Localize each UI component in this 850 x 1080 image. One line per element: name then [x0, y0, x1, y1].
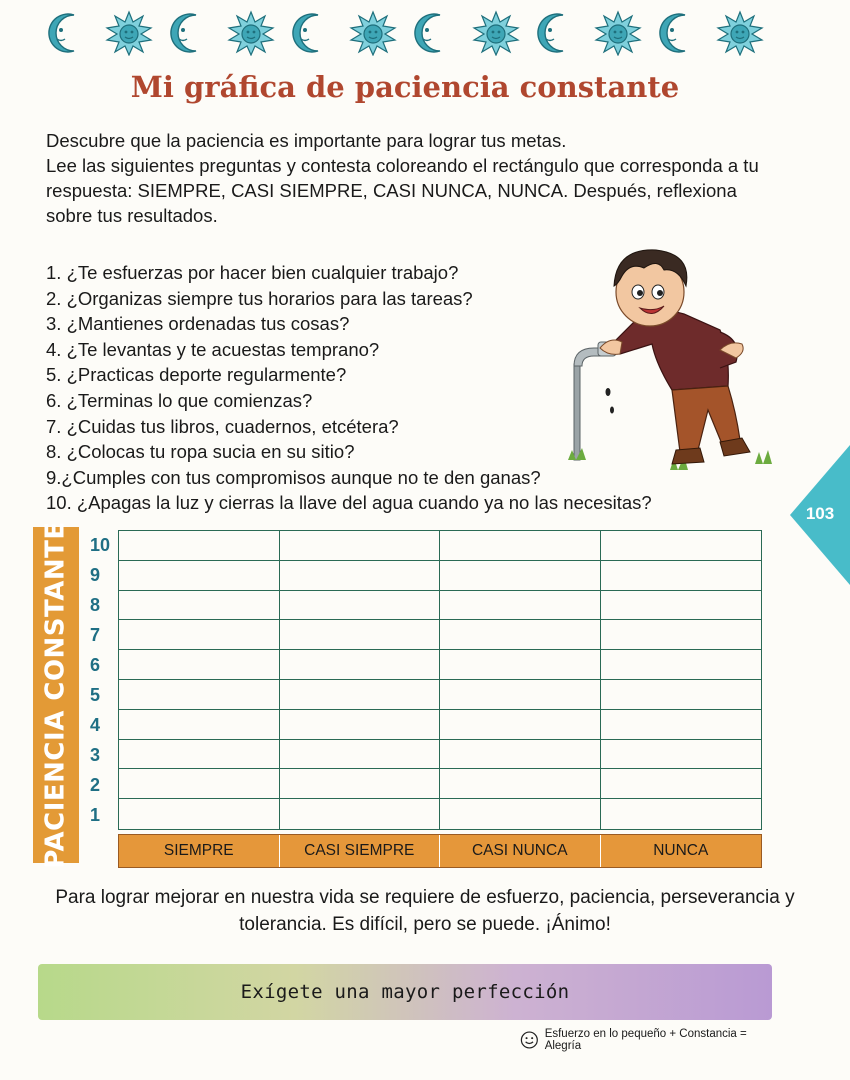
chart-grid-cell[interactable] [601, 799, 762, 829]
chart-grid-cell[interactable] [119, 799, 280, 829]
smiley-icon [520, 1030, 539, 1050]
boy-closing-faucet-illustration [560, 244, 780, 480]
moon-icon [533, 10, 581, 56]
closing-message: Para lograr mejorar en nuestra vida se requiere de esfuerzo, paciencia, perseverancia y tolerancia. Es difícil, pero se puede. ¡Ánimo! [55, 887, 795, 935]
y-tick-label: 7 [90, 625, 101, 645]
chart-grid-cell[interactable] [280, 561, 441, 591]
chart-grid-cell[interactable] [601, 531, 762, 561]
motto-banner [38, 964, 772, 1020]
question-item: 5. ¿Practicas deporte regularmente? [46, 364, 347, 386]
category-label-siempre: SIEMPRE [119, 835, 280, 867]
chart-grid-cell[interactable] [119, 650, 280, 680]
chart-grid-cell[interactable] [601, 561, 762, 591]
sun-icon [105, 10, 153, 56]
chart-grid-cell[interactable] [601, 591, 762, 621]
chart-grid-cell[interactable] [440, 591, 601, 621]
chart-grid-cell[interactable] [440, 680, 601, 710]
sun-icon [716, 10, 764, 56]
sun-icon [472, 10, 520, 56]
category-label-casi-nunca: CASI NUNCA [440, 835, 601, 867]
sun-icon [227, 10, 275, 56]
question-item: 8. ¿Colocas tu ropa sucia en su sitio? [46, 441, 355, 463]
chart-y-axis [84, 530, 118, 830]
sun-icon [594, 10, 642, 56]
chart-grid-cell[interactable] [280, 591, 441, 621]
chart-grid-cell[interactable] [280, 680, 441, 710]
chart-grid-cell[interactable] [280, 531, 441, 561]
moon-icon [166, 10, 214, 56]
chart-grid-cell[interactable] [119, 680, 280, 710]
y-tick-label: 9 [90, 565, 101, 585]
category-label-nunca: NUNCA [653, 842, 709, 859]
moon-icon [288, 10, 336, 56]
chart-category-row [118, 834, 762, 868]
question-item: 2. ¿Organizas siempre tus horarios para las tareas? [46, 287, 473, 309]
moon-icon [44, 10, 92, 56]
motto-text: Exígete una mayor perfección [240, 981, 570, 1003]
question-item: 6. ¿Terminas lo que comienzas? [46, 389, 313, 411]
question-item: 10. ¿Apagas la luz y cierras la llave del agua cuando ya no las necesitas? [46, 492, 652, 514]
y-tick-label: 3 [90, 745, 101, 765]
category-label-casi-siempre: CASI SIEMPRE [280, 835, 441, 867]
chart-grid-cell[interactable] [119, 531, 280, 561]
y-tick-label: 5 [90, 685, 101, 705]
moon-icon [410, 10, 458, 56]
chart-grid-cell[interactable] [119, 591, 280, 621]
y-tick-label: 6 [90, 655, 101, 675]
footer-text: Esfuerzo en lo pequeño + Constancia = Alegría [544, 1028, 747, 1052]
chart-grid-cell[interactable] [280, 799, 441, 829]
chart-grid-cell[interactable] [601, 680, 762, 710]
chart-grid-cell[interactable] [280, 710, 441, 740]
chart-grid-cell[interactable] [601, 650, 762, 680]
intro-line-2: Lee las siguientes preguntas y contesta coloreando el rectángulo que corresponda a tu respuesta: SIEMPRE, CASI SIEMPRE, CASI NUNCA, NUNCA. Después, reflexiona sobre tus resultados. [46, 155, 759, 226]
y-tick-label: 4 [90, 715, 101, 735]
y-tick-label: 8 [90, 595, 101, 615]
chart-grid-cell[interactable] [440, 561, 601, 591]
chart-grid-cell[interactable] [280, 740, 441, 770]
intro-line-1: Descubre que la paciencia es importante para lograr tus metas. [46, 130, 567, 151]
chart-grid-cell[interactable] [601, 710, 762, 740]
chart-grid-cell[interactable] [440, 620, 601, 650]
chart-grid-cell[interactable] [601, 620, 762, 650]
chart-grid-cell[interactable] [280, 620, 441, 650]
chart-grid-cell[interactable] [119, 710, 280, 740]
decorative-border [44, 10, 764, 56]
intro-text [46, 128, 776, 228]
y-tick-label: 2 [90, 775, 101, 795]
chart-grid-cell[interactable] [440, 531, 601, 561]
chart-grid-cell[interactable] [280, 650, 441, 680]
chart-grid-cell[interactable] [601, 740, 762, 770]
chart-vertical-title [33, 521, 79, 869]
chart-grid-cell[interactable] [440, 799, 601, 829]
question-item: 1. ¿Te esfuerzas por hacer bien cualquier trabajo? [46, 262, 459, 283]
y-tick-label: 1 [90, 805, 101, 825]
moon-icon [655, 10, 703, 56]
chart-grid-cell[interactable] [440, 740, 601, 770]
chart-grid-cell[interactable] [440, 769, 601, 799]
page-number: 103 [805, 504, 835, 523]
chart-title-text: PACIENCIA CONSTANTE [41, 521, 72, 869]
y-tick-label: 10 [90, 535, 111, 555]
footer [520, 1028, 770, 1052]
chart-grid-cell[interactable] [280, 769, 441, 799]
sun-icon [349, 10, 397, 56]
chart-grid-cell[interactable] [601, 769, 762, 799]
chart-grid-cell[interactable] [119, 620, 280, 650]
page-title: Mi gráfica de paciencia constante [130, 70, 680, 104]
question-item: 4. ¿Te levantas y te acuestas temprano? [46, 338, 380, 360]
chart-grid [118, 530, 762, 830]
question-item: 9.¿Cumples con tus compromisos aunque no te den ganas? [46, 466, 541, 488]
chart-grid-cell[interactable] [119, 769, 280, 799]
chart-grid-cell[interactable] [440, 710, 601, 740]
question-item: 7. ¿Cuidas tus libros, cuadernos, etcétera? [46, 415, 399, 437]
chart-grid-cell[interactable] [440, 650, 601, 680]
question-item: 3. ¿Mantienes ordenadas tus cosas? [46, 313, 350, 335]
chart-grid-cell[interactable] [119, 561, 280, 591]
chart-grid-cell[interactable] [119, 740, 280, 770]
